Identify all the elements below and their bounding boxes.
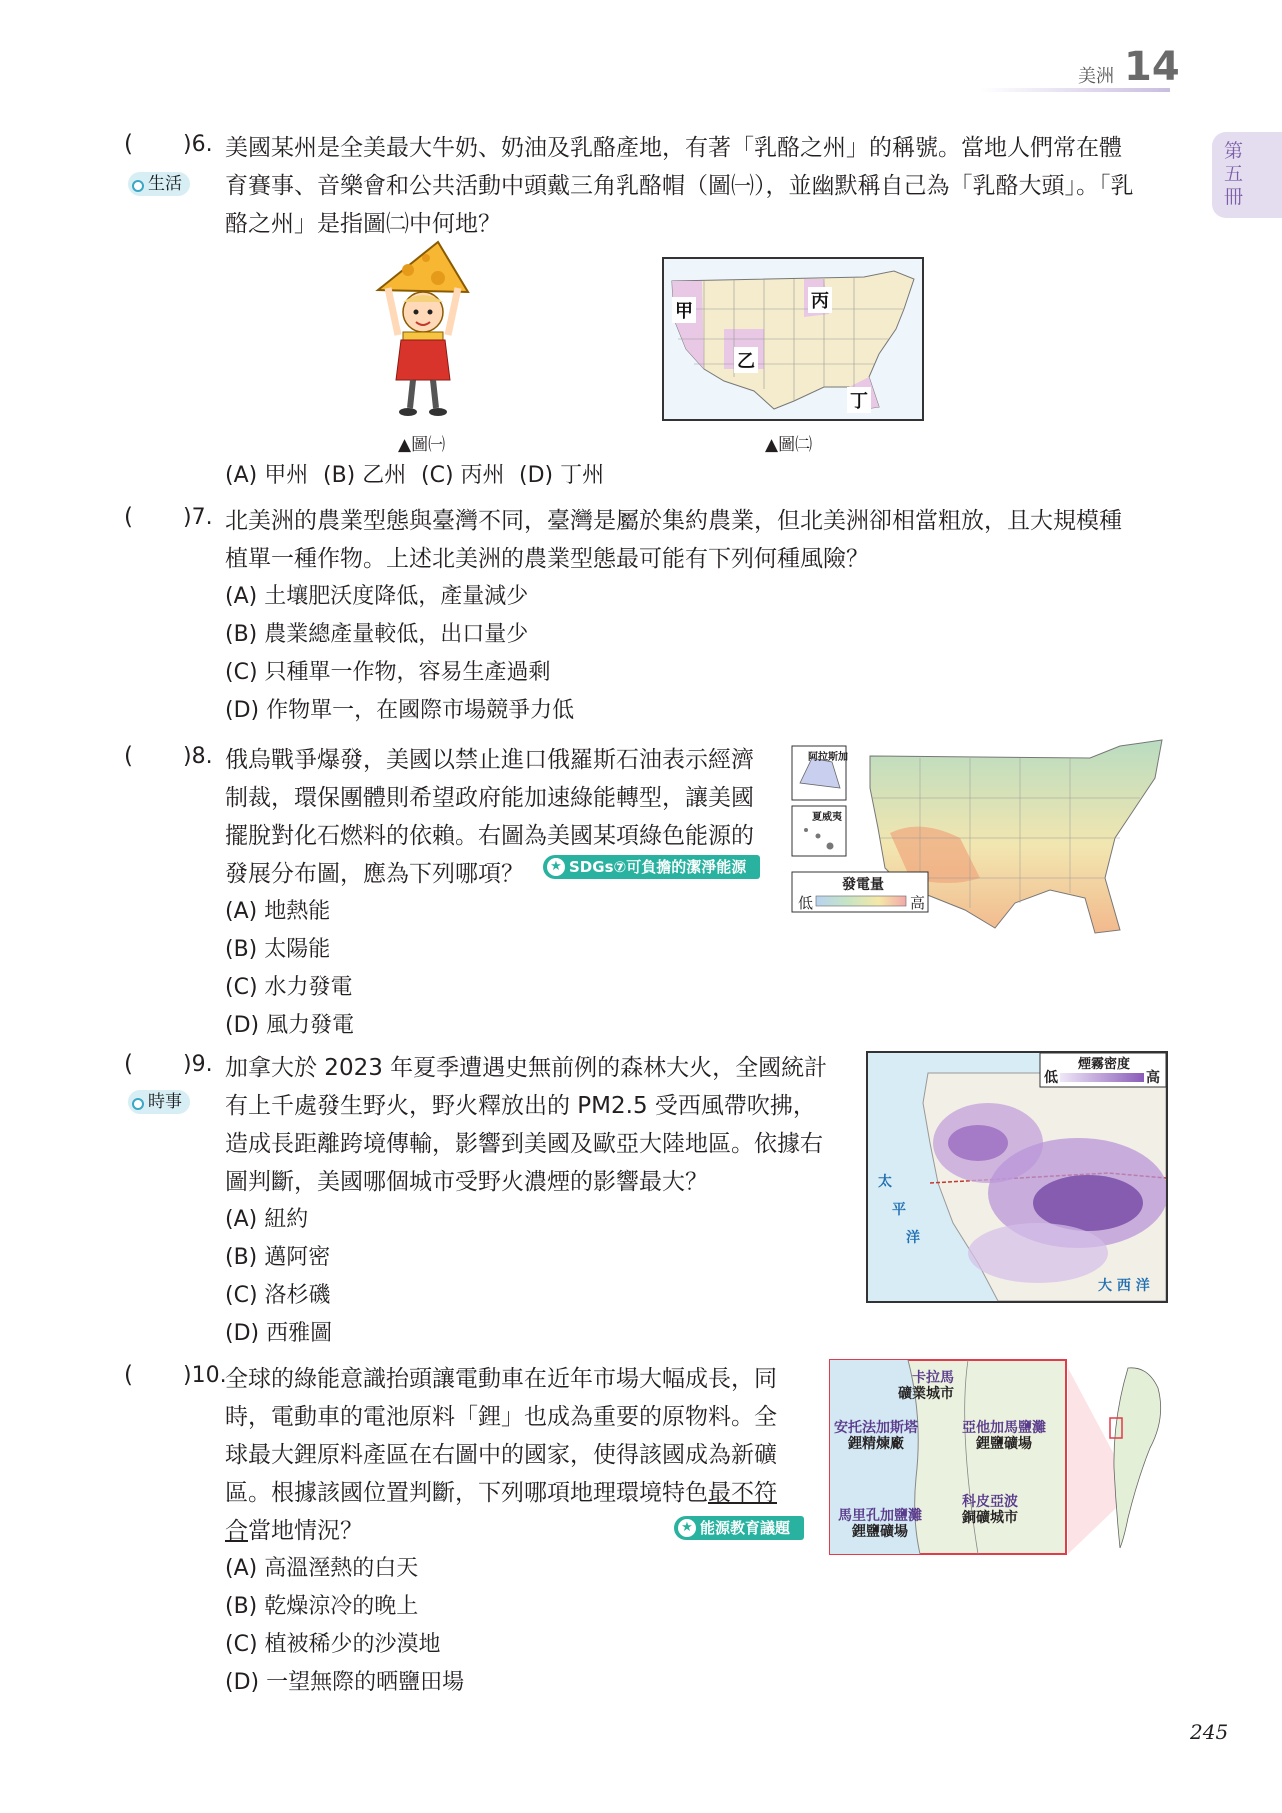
q7-line-2: 植單一種作物。上述北美洲的農業型態最可能有下列何種風險？ [225, 546, 869, 572]
energy-education-badge [674, 1516, 804, 1540]
figure-2-caption: ▲圖㈡ [765, 435, 813, 455]
q10-line-3: 球最大鋰原料產區在右圖中的國家，使得該國成為新礦 [225, 1442, 777, 1468]
map-label-yi: 乙 [734, 347, 758, 373]
q7-option-c[interactable]: (C) 只種單一作物，容易生產過剩 [225, 660, 551, 685]
q10-line-4 [225, 1474, 777, 1512]
q7-option-a[interactable]: (A) 土壤肥沃度降低，產量減少 [225, 584, 529, 609]
q6-option-d[interactable]: (D) 丁州 [519, 463, 605, 488]
inset-hawaii-label: 夏威夷 [812, 812, 842, 823]
place-atacama [962, 1420, 1046, 1452]
place-atacama-name: 亞他加馬鹽灘 [962, 1420, 1046, 1436]
tag-life: 生活 [128, 172, 190, 196]
q7-option-b[interactable]: (B) 農業總產量較低，出口量少 [225, 622, 529, 647]
q10-line-4-text: 區。根據該國位置判斷，下列哪項地理環境特色 [225, 1480, 708, 1506]
q6-line-2: 育賽事、音樂會和公共活動中頭戴三角乳酪帽（圖㈠），並幽默稱自己為「乳酪大頭」。「乳 [225, 173, 1134, 199]
energy-legend-low: 低 [798, 894, 814, 912]
place-maricunga [838, 1508, 922, 1540]
atlantic-label: 大 西 洋 [1098, 1278, 1150, 1294]
place-antofagasta-desc: 鋰精煉廠 [848, 1436, 904, 1452]
q9-option-d[interactable]: (D) 西雅圖 [225, 1321, 333, 1346]
q9-line-1: 加拿大於 2023 年夏季遭遇史無前例的森林大火，全國統計 [225, 1055, 828, 1081]
pacific-label-1: 太 [878, 1174, 892, 1190]
sdgs-badge-label: SDGs⑦可負擔的潔淨能源 [569, 858, 747, 876]
q7-option-d[interactable]: (D) 作物單一，在國際市場競爭力低 [225, 698, 575, 723]
place-calama-name: 卡拉馬 [912, 1370, 954, 1386]
q6-option-a[interactable]: (A) 甲州 [225, 463, 309, 488]
cheese-head-cartoon [368, 240, 478, 420]
q9-line-3: 造成長距離跨境傳輸，影響到美國及歐亞大陸地區。依據右 [225, 1131, 823, 1157]
map-label-bing: 丙 [808, 287, 832, 313]
question-number-q10: )10. [183, 1363, 227, 1388]
side-tab-label: 第五冊 [1224, 140, 1244, 208]
chapter-label: 美洲 [1078, 66, 1114, 87]
q8-option-b[interactable]: (B) 太陽能 [225, 937, 331, 962]
q10-emphasis-1: 最不符 [708, 1480, 777, 1506]
smoke-density-map [866, 1051, 1168, 1303]
q10-line-5 [225, 1512, 363, 1550]
energy-legend-high: 高 [910, 894, 926, 912]
sdgs-badge [543, 855, 760, 879]
q8-option-d[interactable]: (D) 風力發電 [225, 1013, 355, 1038]
figure-1-caption: ▲圖㈠ [398, 435, 446, 455]
map-label-jia: 甲 [672, 297, 696, 323]
place-maricunga-desc: 鋰鹽礦場 [852, 1524, 908, 1540]
q8-line-1: 俄烏戰爭爆發，美國以禁止進口俄羅斯石油表示經濟 [225, 747, 754, 773]
place-antofagasta-name: 安托法加斯塔 [834, 1420, 918, 1436]
smoke-legend-low: 低 [1044, 1070, 1058, 1086]
question-number-q7: )7. [183, 505, 213, 530]
chile-lithium-map [828, 1358, 1168, 1558]
question-number-q6: )6. [183, 132, 213, 157]
answer-paren-q6: ( [124, 131, 133, 157]
q7-line-1: 北美洲的農業型態與臺灣不同，臺灣是屬於集約農業，但北美洲卻相當粗放，且大規模種 [225, 508, 1122, 534]
q6-line-1: 美國某州是全美最大牛奶、奶油及乳酪產地，有著「乳酪之州」的稱號。當地人們常在體 [225, 135, 1122, 161]
q9-option-c[interactable]: (C) 洛杉磯 [225, 1283, 331, 1308]
q9-option-b[interactable]: (B) 邁阿密 [225, 1245, 331, 1270]
side-tab [1212, 132, 1282, 218]
q6-line-3: 酪之州」是指圖㈡中何地？ [225, 211, 501, 237]
q9-line-2: 有上千處發生野火，野火釋放出的 PM2.5 受西風帶吹拂， [225, 1093, 816, 1119]
place-maricunga-name: 馬里孔加鹽灘 [838, 1508, 922, 1524]
place-calama [898, 1370, 954, 1402]
star-icon: ★ [547, 858, 565, 876]
answer-paren-q7: ( [124, 504, 133, 530]
q6-option-b[interactable]: (B) 乙州 [323, 463, 407, 488]
place-copiapo-desc: 銅礦城市 [962, 1510, 1018, 1526]
q10-option-a[interactable]: (A) 高溫溼熱的白天 [225, 1556, 419, 1581]
q10-line-5-text: 當地情況？ [248, 1518, 363, 1544]
star-icon: ★ [678, 1519, 696, 1537]
energy-education-badge-label: 能源教育議題 [700, 1519, 791, 1537]
question-number-q8: )8. [183, 744, 213, 769]
q8-line-2: 制裁，環保團體則希望政府能加速綠能轉型，讓美國 [225, 785, 754, 811]
cheese-hat [378, 242, 468, 292]
us-states-map [662, 257, 924, 421]
energy-legend-title: 發電量 [842, 877, 884, 893]
chapter-number: 14 [1124, 44, 1180, 90]
map-label-ding: 丁 [847, 387, 871, 413]
q8-option-c[interactable]: (C) 水力發電 [225, 975, 353, 1000]
answer-paren-q10: ( [124, 1362, 133, 1388]
place-copiapo [962, 1494, 1018, 1526]
q8-line-4: 發展分布圖，應為下列哪項？ [225, 861, 524, 887]
place-copiapo-name: 科皮亞波 [962, 1494, 1018, 1510]
q10-option-b[interactable]: (B) 乾燥涼冷的晚上 [225, 1594, 419, 1619]
smoke-legend-high: 高 [1146, 1070, 1160, 1086]
place-antofagasta [834, 1420, 918, 1452]
pacific-label-2: 平 [892, 1202, 906, 1218]
q6-option-c[interactable]: (C) 丙州 [421, 463, 505, 488]
answer-paren-q8: ( [124, 743, 133, 769]
place-calama-desc: 礦業城市 [898, 1386, 954, 1402]
tag-current-events: 時事 [128, 1090, 190, 1114]
smoke-legend-title: 煙霧密度 [1078, 1057, 1131, 1072]
q10-line-2: 時，電動車的電池原料「鋰」也成為重要的原物料。全 [225, 1404, 777, 1430]
answer-paren-q9: ( [124, 1051, 133, 1077]
q10-option-d[interactable]: (D) 一望無際的晒鹽田場 [225, 1670, 465, 1695]
q10-emphasis-2: 合 [225, 1518, 248, 1544]
question-number-q9: )9. [183, 1052, 213, 1077]
q8-option-a[interactable]: (A) 地熱能 [225, 899, 331, 924]
q10-line-1: 全球的綠能意識抬頭讓電動車在近年市場大幅成長，同 [225, 1366, 777, 1392]
page-number: 245 [1190, 1720, 1229, 1744]
q9-line-4: 圖判斷，美國哪個城市受野火濃煙的影響最大？ [225, 1169, 708, 1195]
q8-line-3: 擺脫對化石燃料的依賴。右圖為美國某項綠色能源的 [225, 823, 754, 849]
place-atacama-desc: 鋰鹽礦場 [976, 1436, 1032, 1452]
inset-alaska-label: 阿拉斯加 [808, 752, 848, 763]
us-renewable-map [790, 738, 1168, 938]
pacific-label-3: 洋 [906, 1230, 920, 1246]
q10-option-c[interactable]: (C) 植被稀少的沙漠地 [225, 1632, 441, 1657]
q9-option-a[interactable]: (A) 紐約 [225, 1207, 309, 1232]
